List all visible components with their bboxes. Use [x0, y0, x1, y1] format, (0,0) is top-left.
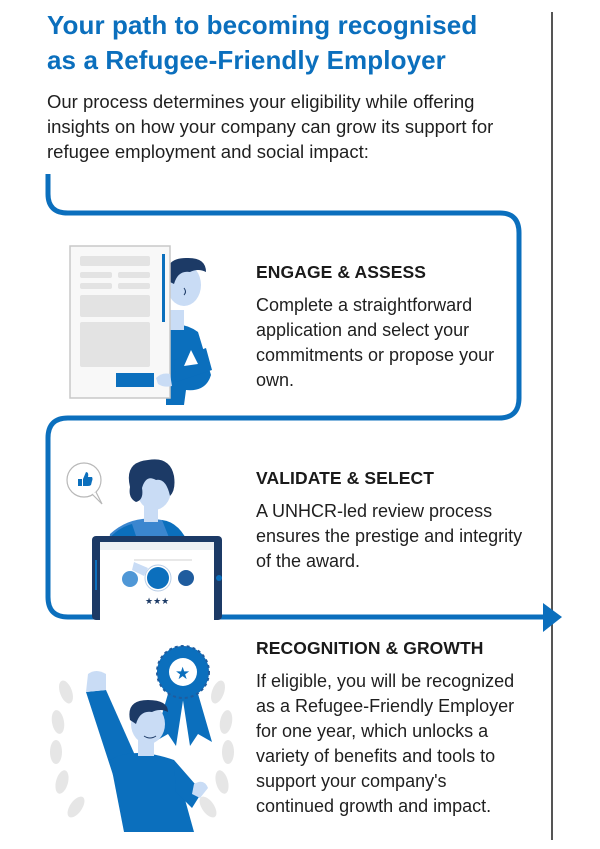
title-line-1: Your path to becoming recognised [47, 10, 478, 40]
svg-text:★: ★ [175, 664, 191, 684]
svg-text:★★★: ★★★ [145, 597, 170, 607]
vertical-divider [551, 12, 553, 840]
step-recognition-growth [256, 637, 526, 819]
title-line-2: as a Refugee-Friendly Employer [47, 45, 446, 75]
person-celebrating-with-award-ribbon-illustration [44, 642, 240, 832]
person-with-tablet-thumbs-up-illustration [62, 452, 242, 620]
intro-text: Our process determines your eligibility while offering insights on how your company can grow its support for refugee employment and social impact: [47, 91, 494, 162]
page-title [47, 8, 527, 78]
step-title: VALIDATE & SELECT [256, 468, 434, 488]
step-validate-select [256, 467, 526, 574]
step-title: ENGAGE & ASSESS [256, 262, 427, 282]
step-description: If eligible, you will be recognized as a Refugee-Friendly Employer for one year, which unlocks a variety of benefits and tools to support your company's continued growth and impact. [256, 671, 515, 816]
person-with-application-form-illustration [66, 240, 231, 405]
step-description: A UNHCR-led review process ensures the prestige and integrity of the award. [256, 501, 523, 571]
step-engage-assess [256, 261, 526, 393]
step-description: Complete a straightforward application and select your commitments or propose your own. [256, 295, 495, 390]
step-title: RECOGNITION & GROWTH [256, 638, 484, 658]
